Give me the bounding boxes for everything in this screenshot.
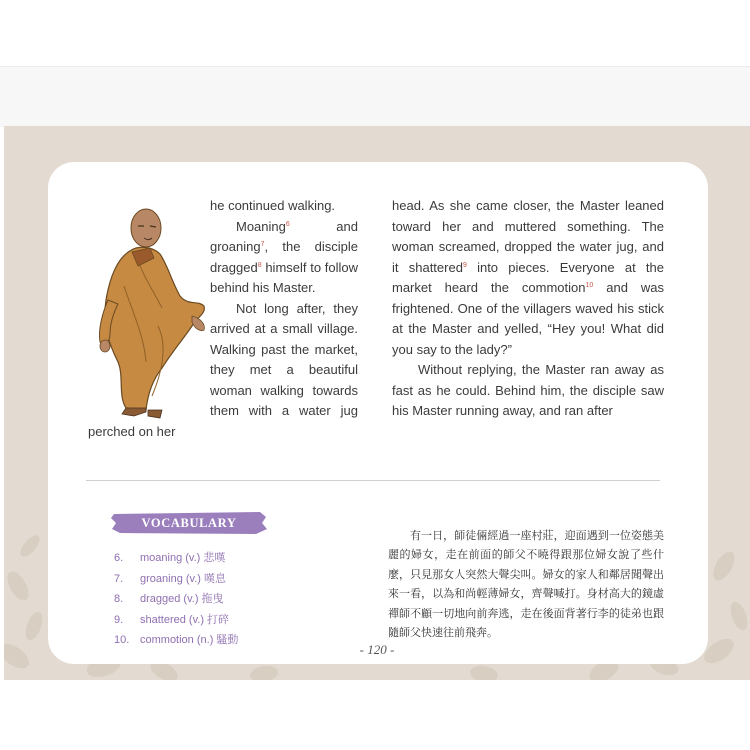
story-paragraph: Without replying, the Master ran away as fast as he could. Behind him, the disciple saw his Master running away, and ran after: [392, 362, 664, 418]
footnote-marker: 10: [585, 282, 594, 289]
story-paragraph: head. As she came closer, the Master leaned toward her and muttered something. The woman screamed, dropped the water jug, and it shattered$^9$ into pieces. Everyone at the market heard the commotion$^{10}$ and was frightened. One of the villagers waved his stick at the Master and yelled, “Hey you! What did you say to the lady?”: [392, 198, 664, 357]
vocabulary-entry: commotion (n.) 騷動: [140, 634, 239, 646]
content-card: [48, 162, 708, 664]
vocabulary-item: [114, 589, 238, 610]
story-right-column: [392, 196, 664, 422]
story-paragraph: Moaning$^6$ and groaning$^7$, the disciple dragged$^8$ himself to follow behind his Master.: [210, 218, 358, 295]
section-divider: [86, 480, 660, 481]
vocabulary-number: 10.: [114, 634, 130, 646]
vocabulary-entry: moaning (v.) 悲嘆: [140, 552, 226, 564]
footnote-marker: 7: [260, 241, 265, 248]
vocabulary-item: [114, 569, 238, 590]
vocabulary-number: 7.: [114, 572, 124, 585]
vocabulary-entry: groaning (v.) 嘆息: [140, 572, 226, 585]
vocabulary-title: VOCABULARY: [141, 516, 237, 530]
chinese-translation: 有一日，師徒倆經過一座村莊，迎面遇到一位姿態美麗的婦女，走在前面的師父不曉得跟那位婦女說了些什麼，只見那女人突然大聲尖叫。婦女的家人和鄰居聞聲出來一看，以為和尚輕薄婦女，齊聲喊打。身材高大的鏡虛禪師不顧一切地向前奔逃，走在後面背著行李的徒弟也跟隨師父快速往前飛奔。: [388, 529, 664, 640]
vocabulary-number: 6.: [114, 552, 124, 564]
page-number: - 120 -: [359, 642, 395, 657]
footnote-marker: 9: [462, 261, 467, 269]
vocabulary-entry: shattered (v.) 打碎: [140, 613, 230, 626]
story-paragraph: he continued walking.: [210, 198, 336, 213]
footnote-marker: 6: [285, 220, 290, 228]
vocabulary-number: 9.: [114, 613, 124, 626]
vocabulary-list: [114, 548, 238, 651]
footnote-marker: 8: [257, 261, 262, 269]
vocabulary-number: 8.: [114, 593, 124, 605]
vocabulary-entry: dragged (v.) 拖曳: [140, 593, 224, 605]
book-page: [4, 126, 750, 680]
story-paragraph: Not long after, they arrived at a small village. Walking past the market, they met a beautiful woman walking towards them with a water jug perched on her: [88, 300, 358, 439]
vocabulary-item: [114, 548, 238, 569]
vocabulary-banner: [110, 511, 268, 535]
story-left-column: [88, 196, 358, 442]
top-band: [0, 66, 750, 127]
vocabulary-item: [114, 610, 238, 631]
monk-illustration: [88, 196, 210, 420]
